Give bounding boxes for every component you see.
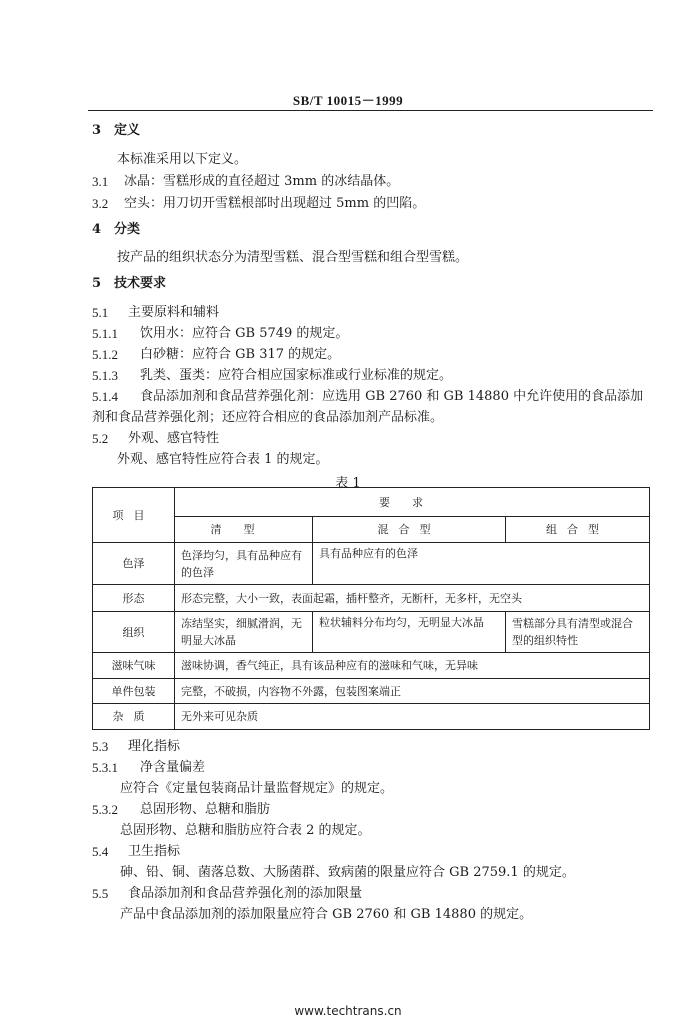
row-all: 完整，不破损，内容物不外露，包装图案端正 — [175, 679, 650, 704]
section-5-1-number: 5.1 — [92, 305, 109, 320]
section-5-1-2-text: 白砂糖：应符合 GB 317 的规定。 — [140, 347, 341, 362]
section-5-number: 5 — [92, 276, 102, 291]
standard-header: SB/T 10015－1999 — [292, 93, 404, 108]
section-5-1-4-number: 5.1.4 — [92, 389, 118, 404]
section-5-3-2-sub: 总固形物、总糖和脂肪应符合表 2 的规定。 — [120, 823, 371, 838]
row-item: 组织 — [93, 612, 175, 653]
table-row — [93, 612, 650, 653]
section-5-1-1-text: 饮用水：应符合 GB 5749 的规定。 — [140, 326, 349, 341]
section-5-1-text: 主要原料和辅料 — [128, 305, 220, 320]
row-item: 滋味气味 — [93, 653, 175, 679]
section-5-1-2-number: 5.1.2 — [92, 347, 118, 362]
section-5-5-text: 食品添加剂和食品营养强化剂的添加限量 — [128, 886, 363, 901]
table-row — [93, 704, 650, 730]
section-3-intro: 本标准采用以下定义。 — [117, 152, 248, 167]
section-5-4-text: 卫生指标 — [128, 844, 181, 859]
row-all: 形态完整，大小一致，表面起霜，插杆整齐，无断杆，无多杆，无空头 — [175, 585, 650, 612]
row-item: 色泽 — [93, 543, 175, 585]
table-row — [93, 543, 650, 585]
section-5-4-number: 5.4 — [92, 844, 109, 859]
section-5-3-2-text: 总固形物、总糖和脂肪 — [140, 802, 271, 817]
section-5-1-3-text: 乳类、蛋类：应符合相应国家标准或行业标准的规定。 — [140, 368, 453, 383]
row-all: 滋味协调，香气纯正，具有该品种应有的滋味和气味，无异味 — [175, 653, 650, 679]
row-mixed-combo: 具有品种应有的色泽 — [313, 543, 650, 585]
section-5-3-2-number: 5.3.2 — [92, 802, 118, 817]
row-clear: 色泽均匀，具有品种应有的色泽 — [175, 543, 313, 585]
section-5-3-1-text: 净含量偏差 — [140, 760, 206, 775]
section-3-1-text: 冰晶：雪糕形成的直径超过 3mm 的冰结晶体。 — [124, 174, 400, 189]
section-3-1-number: 3.1 — [92, 174, 109, 189]
footer-url[interactable]: www.techtrans.cn — [294, 1004, 402, 1018]
section-5-3-1-sub: 应符合《定量包装商品计量监督规定》的规定。 — [120, 781, 394, 796]
section-5-5-sub: 产品中食品添加剂的添加限量应符合 GB 2760 和 GB 14880 的规定。 — [120, 907, 533, 922]
table-row — [93, 653, 650, 679]
table-1-caption: 表 1 — [335, 476, 361, 491]
table-row — [93, 679, 650, 704]
section-5-3-1-number: 5.3.1 — [92, 760, 118, 775]
section-3-2-number: 3.2 — [92, 196, 109, 211]
section-5-3-text: 理化指标 — [128, 739, 181, 754]
table-subheader-combo: 组合型 — [506, 517, 650, 543]
section-4-number: 4 — [92, 222, 102, 237]
header-rule — [88, 110, 653, 111]
section-5-3-number: 5.3 — [92, 739, 109, 754]
table-header-item: 项目 — [93, 488, 175, 543]
section-5-1-1-number: 5.1.1 — [92, 326, 118, 341]
row-mixed: 粒状辅料分布均匀，无明显大冰晶 — [313, 612, 506, 653]
table-1 — [92, 487, 650, 730]
section-5-1-4-line1: 食品添加剂和食品营养强化剂：应选用 GB 2760 和 GB 14880 中允许使用的食品添加 — [140, 389, 644, 404]
section-3-number: 3 — [92, 123, 102, 138]
section-5-4-sub: 砷、铅、铜、菌落总数、大肠菌群、致病菌的限量应符合 GB 2759.1 的规定。 — [120, 865, 575, 880]
section-4-title: 分类 — [114, 222, 141, 237]
row-combo: 雪糕部分具有清型或混合型的组织特性 — [506, 612, 650, 653]
table-header-requirements: 要求 — [175, 488, 650, 517]
section-4-text: 按产品的组织状态分为清型雪糕、混合型雪糕和组合型雪糕。 — [117, 250, 469, 265]
table-subheader-clear: 清型 — [175, 517, 313, 543]
row-item: 单件包装 — [93, 679, 175, 704]
row-item: 杂质 — [93, 704, 175, 730]
section-5-2-number: 5.2 — [92, 431, 109, 446]
section-3-2-text: 空头：用刀切开雪糕根部时出现超过 5mm 的凹陷。 — [124, 196, 426, 211]
section-5-1-3-number: 5.1.3 — [92, 368, 118, 383]
section-5-5-number: 5.5 — [92, 886, 109, 901]
section-5-2-text: 外观、感官特性 — [128, 431, 220, 446]
table-subheader-mixed: 混合型 — [313, 517, 506, 543]
section-5-1-4-line2: 剂和食品营养强化剂；还应符合相应的食品添加剂产品标准。 — [92, 410, 444, 425]
row-item: 形态 — [93, 585, 175, 612]
row-all: 无外来可见杂质 — [175, 704, 650, 730]
section-3-title: 定义 — [114, 123, 141, 138]
table-row — [93, 585, 650, 612]
section-5-title: 技术要求 — [114, 276, 167, 291]
section-5-2-sub: 外观、感官特性应符合表 1 的规定。 — [117, 452, 329, 467]
row-clear: 冻结坚实，细腻滑润，无明显大冰晶 — [175, 612, 313, 653]
